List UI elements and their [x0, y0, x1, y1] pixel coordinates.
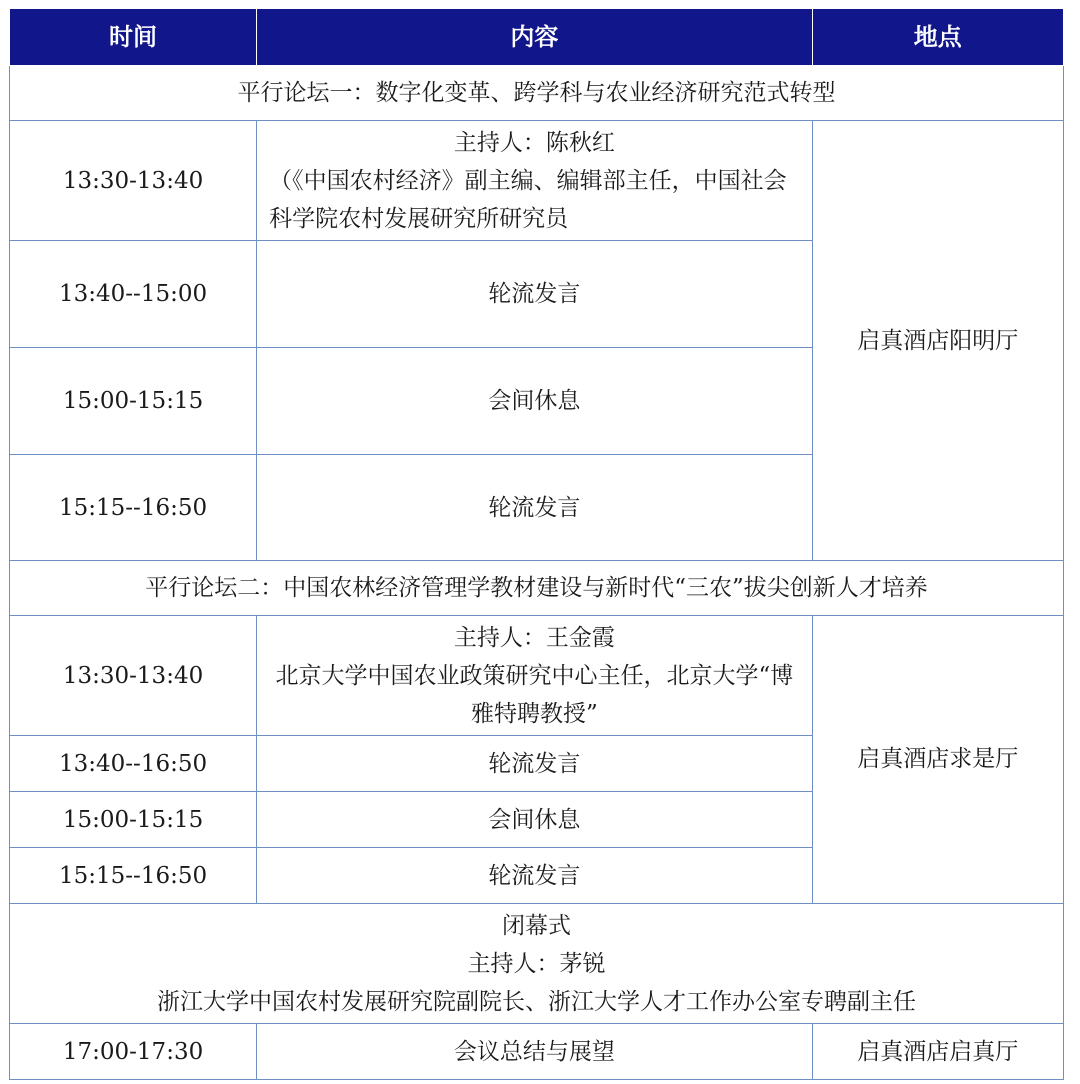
forum1-location: 启真酒店阳明厅 [812, 121, 1063, 561]
header-content: 内容 [257, 9, 812, 66]
time-cell: 13:30-13:40 [10, 616, 257, 736]
content-cell: 会议总结与展望 [257, 1024, 812, 1080]
closing-host: 主持人：茅锐 [467, 950, 606, 977]
content-cell: 轮流发言 [257, 455, 812, 561]
content-cell: 轮流发言 [257, 241, 812, 348]
content-cell: 会间休息 [257, 792, 812, 848]
time-cell: 17:00-17:30 [10, 1024, 257, 1080]
host-name: 主持人：陈秋红 [453, 129, 615, 156]
forum2-title: 平行论坛二：中国农林经济管理学教材建设与新时代“三农”拔尖创新人才培养 [10, 561, 1064, 616]
forum2-title-row [10, 561, 1064, 616]
table-header-row [10, 9, 1064, 66]
closing-info [10, 904, 1064, 1024]
time-cell: 15:00-15:15 [10, 348, 257, 455]
closing-host-title: 浙江大学中国农村发展研究院副院长、浙江大学人才工作办公室专聘副主任 [157, 988, 916, 1015]
content-cell: 轮流发言 [257, 736, 812, 792]
forum1-title: 平行论坛一：数字化变革、跨学科与农业经济研究范式转型 [10, 66, 1064, 121]
closing-location: 启真酒店启真厅 [812, 1024, 1063, 1080]
schedule-table [9, 9, 1064, 1080]
header-location: 地点 [812, 9, 1063, 66]
time-cell: 13:30-13:40 [10, 121, 257, 241]
table-row [10, 1024, 1064, 1080]
header-time: 时间 [10, 9, 257, 66]
forum1-title-row [10, 66, 1064, 121]
host-title: （《中国农村经济》副主编、编辑部主任，中国社会科学院农村发展研究所研究员 [269, 167, 787, 232]
time-cell: 15:00-15:15 [10, 792, 257, 848]
forum2-location: 启真酒店求是厅 [812, 616, 1063, 904]
host-cell [257, 616, 812, 736]
content-cell: 轮流发言 [257, 848, 812, 904]
host-name: 主持人：王金霞 [453, 624, 615, 651]
time-cell: 15:15--16:50 [10, 848, 257, 904]
closing-title: 闭幕式 [502, 912, 571, 939]
closing-title-row [10, 904, 1064, 1024]
table-row [10, 121, 1064, 241]
content-cell: 会间休息 [257, 348, 812, 455]
time-cell: 13:40--15:00 [10, 241, 257, 348]
host-cell [257, 121, 812, 241]
time-cell: 15:15--16:50 [10, 455, 257, 561]
host-title: 北京大学中国农业政策研究中心主任，北京大学“博雅特聘教授” [275, 662, 794, 727]
time-cell: 13:40--16:50 [10, 736, 257, 792]
table-row [10, 616, 1064, 736]
